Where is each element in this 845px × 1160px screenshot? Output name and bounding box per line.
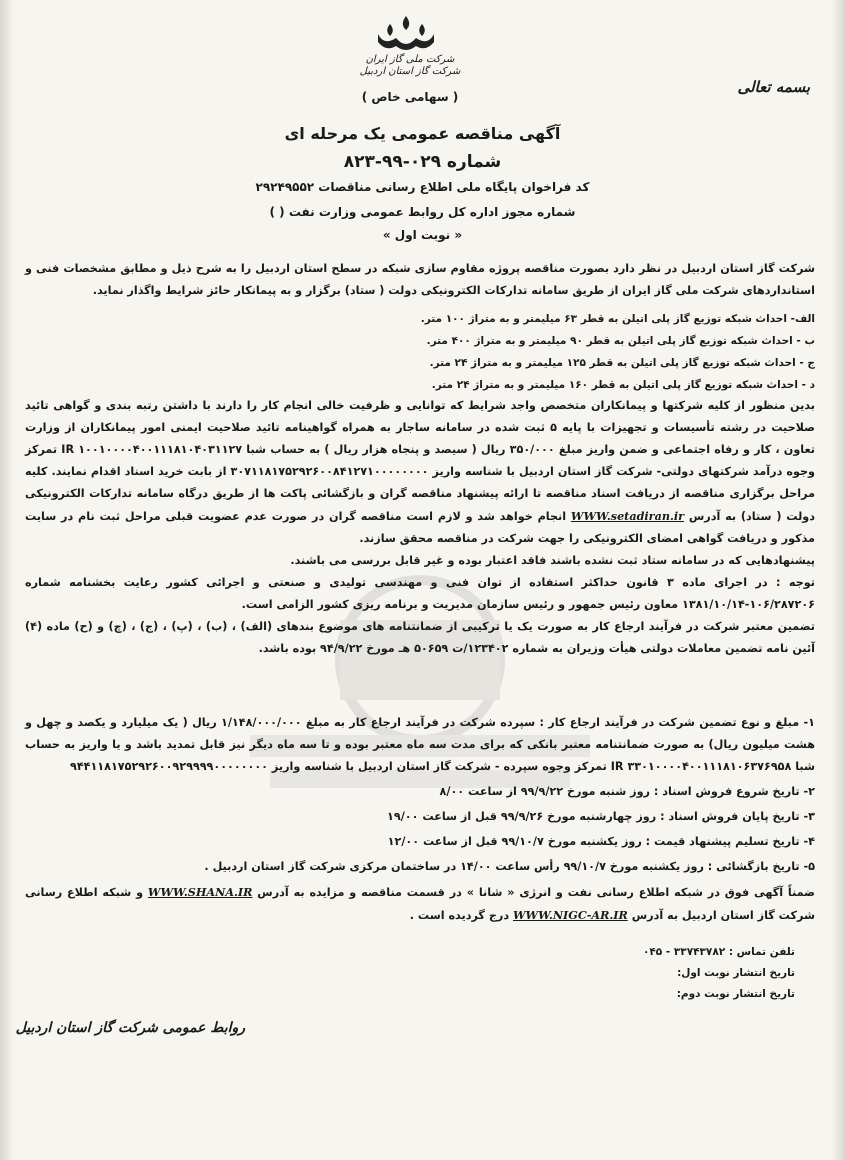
tender-number: شماره ۰۲۹-۹۹-۸۲۳ bbox=[343, 152, 502, 172]
company-name-line1: شرکت ملی گاز ایران bbox=[365, 54, 455, 65]
publication-notice bbox=[25, 881, 815, 927]
bismillah-heading: بسمه تعالی bbox=[737, 78, 810, 96]
list-item: ج - احداث شبکه توزیع گاز پلی اتیلن به قطر ۱۲۵ میلیمتر و به متراژ ۲۴ متر. bbox=[429, 357, 815, 369]
page-edge-right bbox=[831, 0, 845, 1160]
list-item: ب - احداث شبکه توزیع گاز پلی اتیلن به قطر ۹۰ میلیمتر و به متراژ ۴۰۰ متر. bbox=[426, 335, 815, 347]
work-items-list bbox=[25, 308, 815, 396]
conditions-paragraph-3: توجه : در اجرای ماده ۳ قانون حداکثر استفاده از توان فنی و مهندسی تولیدی و صنعتی و اجرائی کشور رعایت بخشنامه شماره ۱۰۶/۲۸۷۲۰۶-۱۳۸۱/۱۰/۱۴ معاون رئیس جمهور و رئیس سازمان مدیریت و برنامه ریزی کشور الزامی است. bbox=[25, 576, 815, 611]
conditions-section bbox=[25, 395, 815, 660]
setad-code: کد فراخوان پایگاه ملی اطلاع رسانی مناقصات ۲۹۲۴۹۵۵۲ bbox=[255, 180, 590, 194]
contact-phone: تلفن تماس : ۳۳۷۴۳۷۸۲ - ۰۴۵ bbox=[642, 946, 795, 958]
publication-round: « نوبت اول » bbox=[382, 228, 463, 242]
list-item: د - احداث شبکه توزیع گاز پلی اتیلن به قطر ۱۶۰ میلیمتر و به متراژ ۲۴ متر. bbox=[431, 379, 815, 391]
conditions-paragraph-2: پیشنهادهایی که در سامانه ستاد ثبت نشده باشند فاقد اعتبار بوده و غیر قابل بررسی می باشند. bbox=[290, 554, 815, 567]
tender-title: آگهی مناقصه عمومی یک مرحله ای bbox=[284, 124, 561, 143]
list-item: الف- احداث شبکه توزیع گاز پلی اتیلن به قطر ۶۳ میلیمتر و به متراژ ۱۰۰ متر. bbox=[420, 313, 815, 325]
company-type: ( سهامی خاص ) bbox=[361, 90, 459, 104]
list-item: ۳- تاریخ پایان فروش اسناد : روز چهارشنبه مورخ ۹۹/۹/۲۶ قبل از ساعت ۱۹/۰۰ bbox=[387, 810, 815, 823]
license-number: شماره مجوز اداره کل روابط عمومی وزارت نفت ( ) bbox=[269, 205, 576, 219]
company-name bbox=[350, 54, 470, 78]
shana-link[interactable]: WWW.SHANA.IR bbox=[147, 885, 253, 899]
page-edge-left bbox=[0, 0, 14, 1160]
intro-paragraph bbox=[25, 258, 815, 302]
conditions-text-tail: انجام خواهد شد و لازم است مناقصه گران در صورت عدم عضویت قبلی مراحل ثبت نام در سایت مذکور و دریافت گواهی امضای الکترونیکی را جهت شرکت در مناقصه محقق سازند. bbox=[25, 510, 815, 545]
second-publish-date: تاریخ انتشار نوبت دوم: bbox=[676, 988, 795, 1000]
intro-text: شرکت گاز استان اردبیل در نظر دارد بصورت مناقصه پروژه مقاوم سازی شبکه در سطح استان اردبیل را به شرح ذیل و مطابق مشخصات فنی و استانداردهای شرکت ملی گاز ایران از طریق سامانه تدارکات الکترونیکی دولت ( ستاد) برگزار و به پیمانکار حائز شرایط واگذار نماید. bbox=[25, 262, 815, 297]
conditions-paragraph-4: تضمین معتبر شرکت در فرآیند ارجاع کار به صورت یک یا ترکیبی از ضمانتنامه های موضوع بندهای (الف) ، (ب) ، (پ) ، (ج) ، (چ) و (ح) ماده (۴) آئین نامه تضمین معاملات دولتی هیأت وزیران به شماره ۱۲۳۴۰۲/ت ۵۰۶۵۹ هـ مورخ ۹۴/۹/۲۲ بوده باشد. bbox=[25, 620, 815, 655]
footer-info bbox=[345, 942, 795, 1005]
conditions-paragraph-1 bbox=[25, 395, 815, 550]
conditions-text: بدین منظور از کلیه شرکتها و پیمانکاران متخصص واجد شرایط که توانایی و ظرفیت خالی انجام کار را دارند با داشتن رتبه بندی و گواهی تائید صلاحیت در رشته تأسیسات و تجهیزات با پایه ۵ ثبت شده در سامانه ساجار به همراه گواهینامه تائید صلاحیت ایمنی امور پیمانکاران از وزارت تعاون ، کار و رفاه اجتماعی و ضمن واریز مبلغ ۳۵۰/۰۰۰ ریال ( سیصد و پنجاه هزار ریال ) به حساب شبا IR ۱۰۰۱۰۰۰۰۴۰۰۱۱۱۸۱۰۴۰۳۱۱۲۷ تمرکز وجوه درآمد شرکتهای دولتی- شرکت گاز استان اردبیل با شناسه واریز ۳۰۷۱۱۸۱۷۵۲۹۲۶۰۰۸۴۱۲۷۱۰۰۰۰۰۰۰۰ از بابت خرید اسناد اقدام نمایند. کلیه مراحل برگزاری مناقصه از دریافت اسناد مناقصه تا ارائه پیشنهاد مناقصه گران و بازگشائی پاکت ها از طریق درگاه سامانه تدارکات الکترونیکی دولت ( ستاد) به آدرس bbox=[25, 399, 816, 523]
first-publish-date: تاریخ انتشار نوبت اول: bbox=[677, 967, 795, 979]
numbered-list bbox=[25, 712, 815, 930]
company-name-line2: شرکت گاز استان اردبیل bbox=[359, 66, 461, 77]
nigc-link[interactable]: WWW.NIGC-AR.IR bbox=[512, 908, 628, 922]
list-item: ۵- تاریخ بازگشائی : روز یکشنبه مورخ ۹۹/۱۰/۷ رأس ساعت ۱۴/۰۰ در ساختمان مرکزی شرکت گاز استان اردبیل . bbox=[204, 860, 815, 873]
setad-link[interactable]: WWW.setadiran.ir bbox=[570, 509, 684, 523]
notice-text-2: و شبکه اطلاع رسانی شرکت گاز استان اردبیل به آدرس bbox=[25, 886, 815, 922]
list-item: ۴- تاریخ تسلیم پیشنهاد قیمت : روز یکشنبه مورخ ۹۹/۱۰/۷ قبل از ساعت ۱۲/۰۰ bbox=[387, 835, 815, 848]
notice-tail: درج گردیده است . bbox=[409, 909, 510, 922]
notice-text: ضمناً آگهی فوق در شبکه اطلاع رسانی نفت و انرژی « شانا » در قسمت مناقصه و مزایده به آدرس bbox=[257, 886, 815, 899]
signature: روابط عمومی شرکت گاز استان اردبیل bbox=[15, 1020, 245, 1036]
nigc-logo-icon bbox=[370, 14, 442, 52]
list-item: ۲- تاریخ شروع فروش اسناد : روز شنبه مورخ ۹۹/۹/۲۲ از ساعت ۸/۰۰ bbox=[439, 785, 815, 798]
list-item: ۱- مبلغ و نوع تضمین شرکت در فرآیند ارجاع کار : سپرده شرکت در فرآیند ارجاع کار به مبلغ ۱/۱۴۸/۰۰۰/۰۰۰ ریال ( یک میلیارد و یکصد و چهل و هشت میلیون ریال) به صورت ضمانتنامه معتبر بانکی که برای مدت سه ماه معتبر بوده و تا سه ماه دیگر نیز قابل تمدید باشد و یا واریز به حساب شبا IR ۳۳۰۱۰۰۰۰۴۰۰۱۱۱۸۱۰۶۳۷۶۹۵۸ تمرکز وجوه سپرده - شرکت گاز استان اردبیل با شناسه واریز ۹۴۴۱۱۸۱۷۵۲۹۲۶۰۰۹۲۹۹۹۹۰۰۰۰۰۰۰۰ bbox=[25, 716, 815, 773]
